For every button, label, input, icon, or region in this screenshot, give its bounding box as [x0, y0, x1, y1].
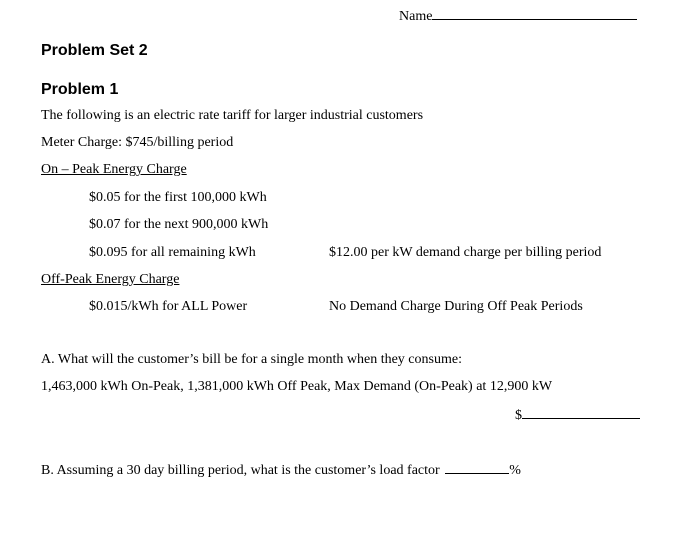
question-a-answer-blank[interactable] — [522, 407, 640, 419]
dollar-sign: $ — [515, 408, 522, 423]
off-peak-demand-note: No Demand Charge During Off Peak Periods — [329, 299, 583, 314]
off-peak-rate: $0.015/kWh for ALL Power — [89, 299, 248, 314]
on-peak-heading: On – Peak Energy Charge — [41, 162, 187, 177]
on-peak-tier: $0.07 for the next 900,000 kWh — [89, 217, 269, 232]
name-blank[interactable] — [432, 8, 637, 20]
name-label: Name — [399, 9, 433, 24]
name-field — [399, 8, 637, 24]
question-a-answer — [515, 407, 640, 423]
off-peak-heading: Off-Peak Energy Charge — [41, 272, 180, 287]
question-a-details: 1,463,000 kWh On-Peak, 1,381,000 kWh Off Peak, Max Demand (On-Peak) at 12,900 kW — [41, 379, 553, 394]
page-title: Problem Set 2 — [41, 42, 148, 59]
question-b-text: B. Assuming a 30 day billing period, what is the customer’s load factor — [41, 463, 440, 478]
meter-charge: Meter Charge: $745/billing period — [41, 135, 234, 150]
problem-heading: Problem 1 — [41, 81, 119, 98]
on-peak-tier: $0.05 for the first 100,000 kWh — [89, 190, 267, 205]
question-b-answer-blank[interactable] — [445, 462, 509, 474]
demand-charge: $12.00 per kW demand charge per billing period — [329, 245, 602, 260]
question-b — [41, 462, 521, 478]
on-peak-tier: $0.095 for all remaining kWh — [89, 245, 256, 260]
question-a-text: A. What will the customer’s bill be for a single month when they consume: — [41, 352, 462, 367]
intro-text: The following is an electric rate tariff for larger industrial customers — [41, 108, 424, 123]
percent-sign: % — [509, 463, 521, 478]
